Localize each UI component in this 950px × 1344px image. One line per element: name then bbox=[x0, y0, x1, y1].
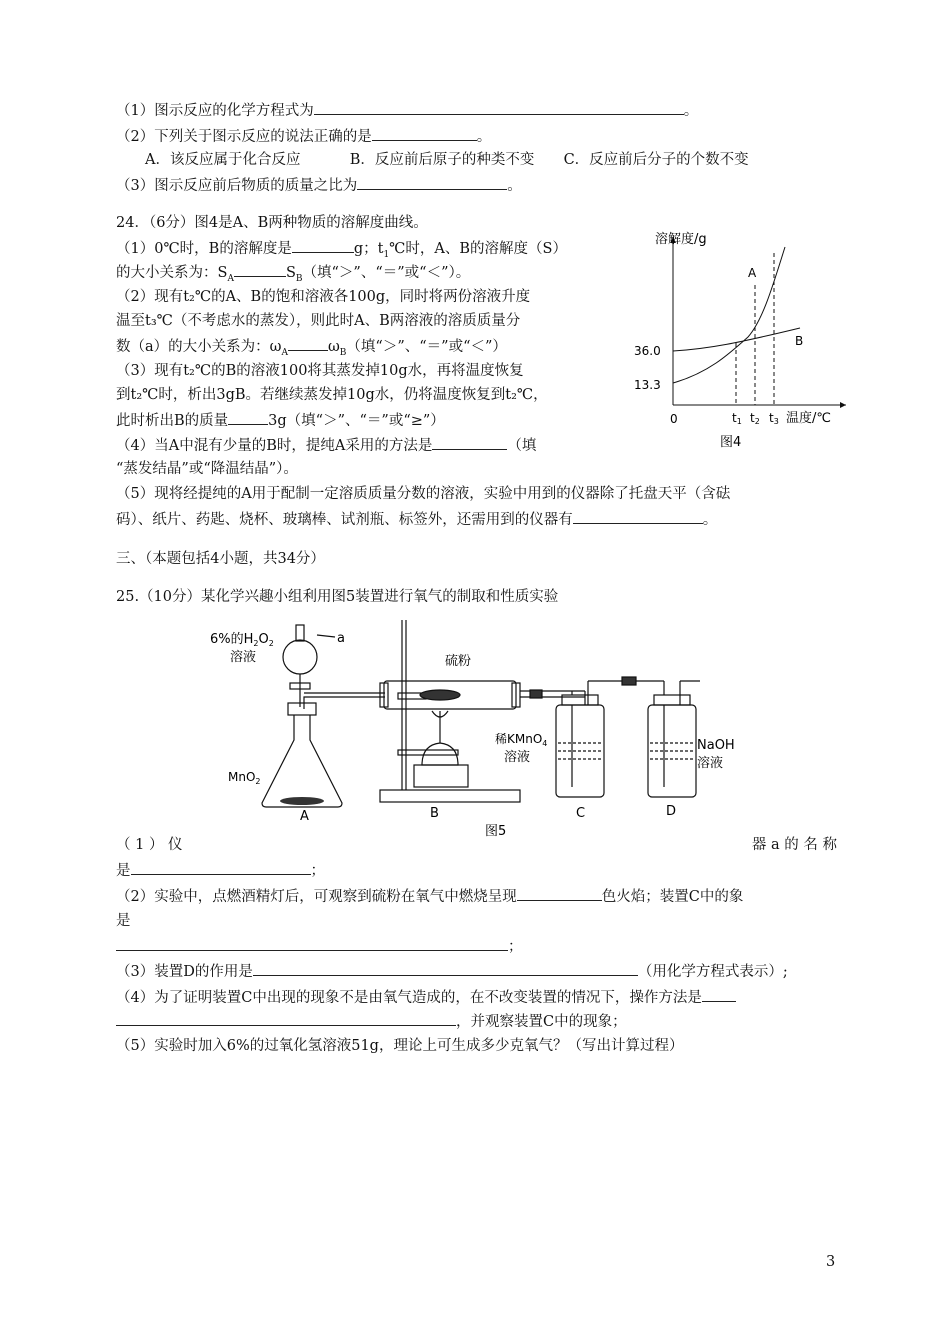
q25-line-7: （4）为了证明装置C中出现的现象不是由氧气造成的，在不改变装置的情况下，操作方法是 bbox=[116, 987, 736, 1008]
kmno4-label: 稀KMnO$_4$ bbox=[495, 732, 548, 748]
spirit-lamp bbox=[422, 743, 458, 765]
q23-line-3: （3）图示反应前后物质的质量之比为 。 bbox=[116, 175, 522, 196]
figure-4-caption: 图4 bbox=[720, 435, 742, 450]
answer-blank[interactable] bbox=[234, 262, 286, 277]
q24-line-9: （4）当A中混有少量的B时，提纯A采用的方法是 （填 bbox=[116, 435, 536, 456]
y-tick-13: 13.3 bbox=[634, 378, 661, 392]
option-c[interactable]: C．反应前后分子的个数不变 bbox=[563, 152, 749, 168]
q24-line-1: （1）0℃时，B的溶解度是 g；$t_1℃$时，A、B的溶解度（S） bbox=[116, 238, 567, 265]
q23-line-1: （1）图示反应的化学方程式为 。 bbox=[116, 100, 698, 121]
answer-blank[interactable] bbox=[116, 1011, 456, 1026]
origin-label: 0 bbox=[670, 412, 678, 426]
label-a: A bbox=[748, 266, 757, 280]
label-a: a bbox=[337, 631, 345, 646]
funnel-bulb bbox=[283, 640, 317, 674]
bottle-d-stopper bbox=[654, 695, 690, 705]
naoh-label: NaOH bbox=[697, 738, 735, 753]
solubility-chart bbox=[628, 225, 858, 455]
y-tick-36: 36.0 bbox=[634, 344, 661, 358]
answer-blank[interactable] bbox=[517, 886, 602, 901]
q25-line-3: （2）实验中，点燃酒精灯后，可观察到硫粉在氧气中燃烧呈现 色火焰；装置C中的象 bbox=[116, 886, 743, 907]
q25-line-1b: 器 a 的 名 称 bbox=[751, 837, 837, 853]
option-b[interactable]: B．反应前后原子的种类不变 bbox=[349, 152, 535, 168]
page-number: 3 bbox=[826, 1254, 836, 1270]
q25-line-4: 是 bbox=[116, 913, 131, 929]
mno2-powder bbox=[280, 797, 324, 805]
q25-line-8: ，并观察装置C中的现象； bbox=[116, 1011, 627, 1032]
answer-blank[interactable] bbox=[357, 175, 507, 190]
q25-line-9: （5）实验时加入6%的过氧化氢溶液51g，理论上可生成多少克氧气？（写出计算过程） bbox=[116, 1038, 684, 1054]
answer-blank[interactable] bbox=[432, 435, 507, 450]
answer-blank[interactable] bbox=[131, 860, 311, 875]
q24-heading: 24．（6分）图4是A、B两种物质的溶解度曲线。 bbox=[116, 215, 428, 231]
sulfur-label: 硫粉 bbox=[445, 654, 472, 669]
q25-heading: 25.（10分）某化学兴趣小组利用图5装置进行氧气的制取和性质实验 bbox=[116, 589, 559, 605]
flask-stopper bbox=[288, 703, 316, 715]
option-a[interactable]: A．该反应属于化合反应 bbox=[145, 152, 301, 168]
q24-line-6: （3）现有t₂℃的B的溶液100将其蒸发掉10g水，再将温度恢复 bbox=[116, 363, 524, 379]
q24-line-5: 数（a）的大小关系为：$\omega_A$ $\omega_B$（填“＞”、“＝”或“＜”） bbox=[116, 336, 507, 363]
q25-line-6: （3）装置D的作用是 （用化学方程式表示）; bbox=[116, 961, 788, 982]
answer-blank[interactable] bbox=[314, 100, 684, 115]
label-apparatus-b: B bbox=[430, 806, 439, 821]
curve-a bbox=[673, 247, 785, 383]
answer-blank[interactable] bbox=[702, 987, 736, 1002]
q24-line-4: 温至t₃℃（不考虑水的蒸发），则此时A、B两溶液的溶质质量分 bbox=[116, 313, 521, 329]
answer-blank[interactable] bbox=[228, 410, 268, 425]
h2o2-label: 6%的$H_2O_2$ bbox=[210, 632, 274, 648]
answer-blank[interactable] bbox=[573, 509, 703, 524]
stand-base bbox=[380, 790, 520, 802]
answer-blank[interactable] bbox=[253, 961, 638, 976]
q25-line-1a: （ 1 ） 仪 bbox=[116, 837, 183, 853]
figure-5-caption: 图5 bbox=[485, 824, 507, 839]
q24-line-11: （5）现将经提纯的A用于配制一定溶质质量分数的溶液，实验中用到的仪器除了托盘天平（含砝 bbox=[116, 486, 731, 502]
kmno4-solution-label: 溶液 bbox=[504, 750, 531, 765]
naoh-solution-label: 溶液 bbox=[697, 756, 724, 771]
answer-blank[interactable] bbox=[372, 126, 477, 141]
q23-options bbox=[145, 150, 749, 170]
label-apparatus-c: C bbox=[576, 806, 586, 821]
q24-line-8: 此时析出B的质量 3g（填“＞”、“＝”或“≥”） bbox=[116, 410, 445, 431]
q24-line-12: 码）、纸片、药匙、烧杯、玻璃棒、试剂瓶、标签外，还需用到的仪器有 。 bbox=[116, 509, 717, 530]
q25-line-5: ； bbox=[116, 936, 523, 957]
apparatus-figure bbox=[200, 615, 760, 845]
answer-blank[interactable] bbox=[116, 936, 508, 951]
section-3-heading: 三、（本题包括4小题，共34分） bbox=[116, 551, 325, 567]
mno2-label: MnO$_2$ bbox=[228, 770, 261, 786]
q24-line-7: 到t₂℃时，析出3gB。若继续蒸发掉10g水，仍将温度恢复到t₂℃， bbox=[116, 387, 548, 403]
answer-blank[interactable] bbox=[292, 238, 354, 253]
x-tick-t2: t2 bbox=[750, 411, 760, 426]
q24-line-3: （2）现有t₂℃的A、B的饱和溶液各100g，同时将两份溶液升度 bbox=[116, 289, 531, 305]
x-axis-label: 温度/℃ bbox=[786, 411, 831, 426]
x-tick-t1: t1 bbox=[732, 411, 742, 426]
answer-blank[interactable] bbox=[288, 336, 328, 351]
x-tick-t3: t3 bbox=[769, 411, 779, 426]
label-b: B bbox=[795, 334, 804, 348]
label-apparatus-a: A bbox=[300, 809, 309, 824]
q23-line-2: （2）下列关于图示反应的说法正确的是 。 bbox=[116, 126, 491, 147]
q24-line-10: “蒸发结晶”或“降温结晶”）。 bbox=[116, 461, 298, 477]
y-axis-label: 溶解度/g bbox=[655, 232, 707, 247]
conical-flask bbox=[262, 715, 342, 807]
q25-line-2: 是 ； bbox=[116, 860, 325, 881]
label-apparatus-d: D bbox=[666, 804, 677, 819]
q24-line-2: 的大小关系为：$S_A$ $S_B$（填“＞”、“＝”或“＜”）。 bbox=[116, 262, 470, 289]
h2o2-solution-label: 溶液 bbox=[230, 650, 257, 665]
